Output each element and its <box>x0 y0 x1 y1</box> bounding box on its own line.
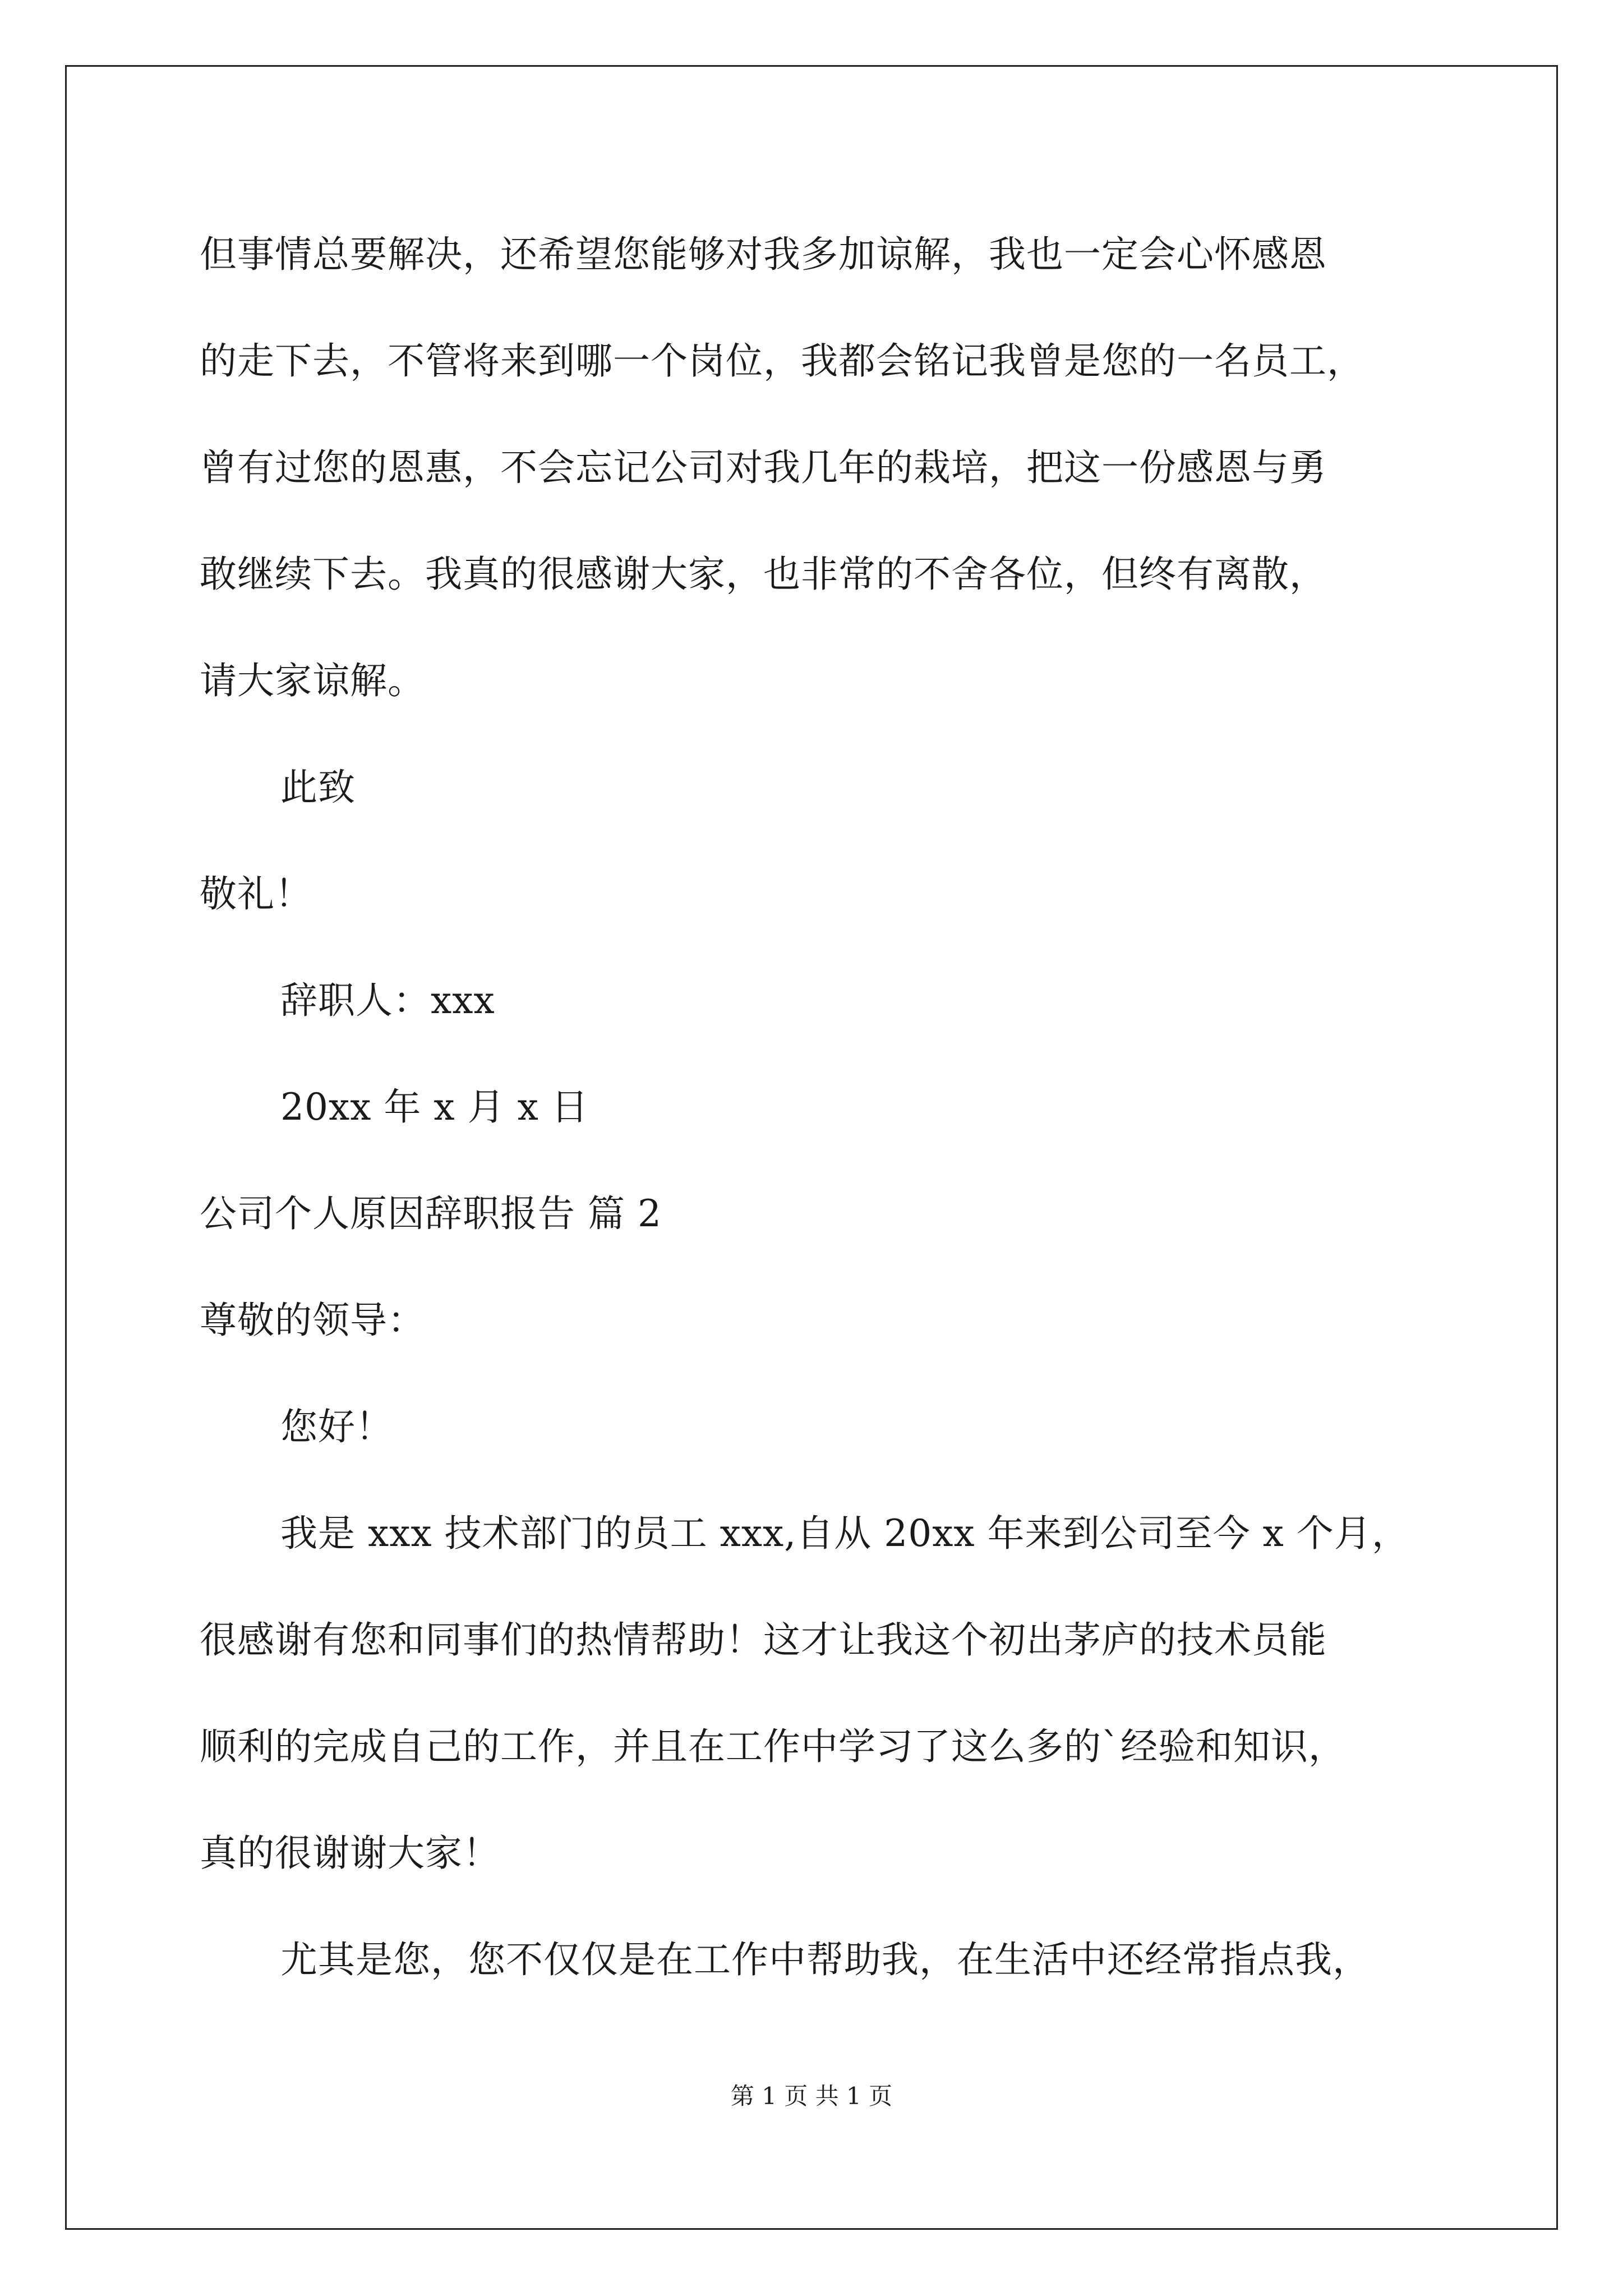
greeting: 您好！ <box>280 1405 393 1448</box>
body-line: 真的很谢谢大家！ <box>200 1832 500 1875</box>
body-line: 敢继续下去。我真的很感谢大家，也非常的不舍各位，但终有离散， <box>200 553 1327 596</box>
signature-name: 辞职人：xxx <box>280 979 495 1022</box>
body-line: 我是 xxx 技术部门的员工 xxx,自从 20xx 年来到公司至今 x 个月， <box>280 1512 1409 1555</box>
page-footer: 第 1 页 共 1 页 <box>730 2082 893 2110</box>
body-line: 曾有过您的恩惠，不会忘记公司对我几年的栽培，把这一份感恩与勇 <box>200 446 1327 489</box>
body-line: 顺利的完成自己的工作，并且在工作中学习了这么多的`经验和知识， <box>200 1725 1346 1768</box>
body-line: 的走下去，不管将来到哪一个岗位，我都会铭记我曾是您的一名员工， <box>200 339 1364 383</box>
body-line: 尤其是您，您不仅仅是在工作中帮助我，在生活中还经常指点我， <box>280 1938 1370 1981</box>
section-heading: 公司个人原因辞职报告 篇 2 <box>200 1192 662 1235</box>
closing-phrase: 此致 <box>280 766 356 809</box>
greeting-recipient: 尊敬的领导： <box>200 1299 425 1342</box>
body-line: 请大家谅解。 <box>200 659 425 702</box>
salutation-closing: 敬礼！ <box>200 872 312 915</box>
page-border <box>65 65 1558 2230</box>
body-line: 但事情总要解决，还希望您能够对我多加谅解，我也一定会心怀感恩 <box>200 233 1327 276</box>
body-line: 很感谢有您和同事们的热情帮助！这才让我这个初出茅庐的技术员能 <box>200 1618 1327 1662</box>
signature-date: 20xx 年 x 月 x 日 <box>280 1085 589 1129</box>
